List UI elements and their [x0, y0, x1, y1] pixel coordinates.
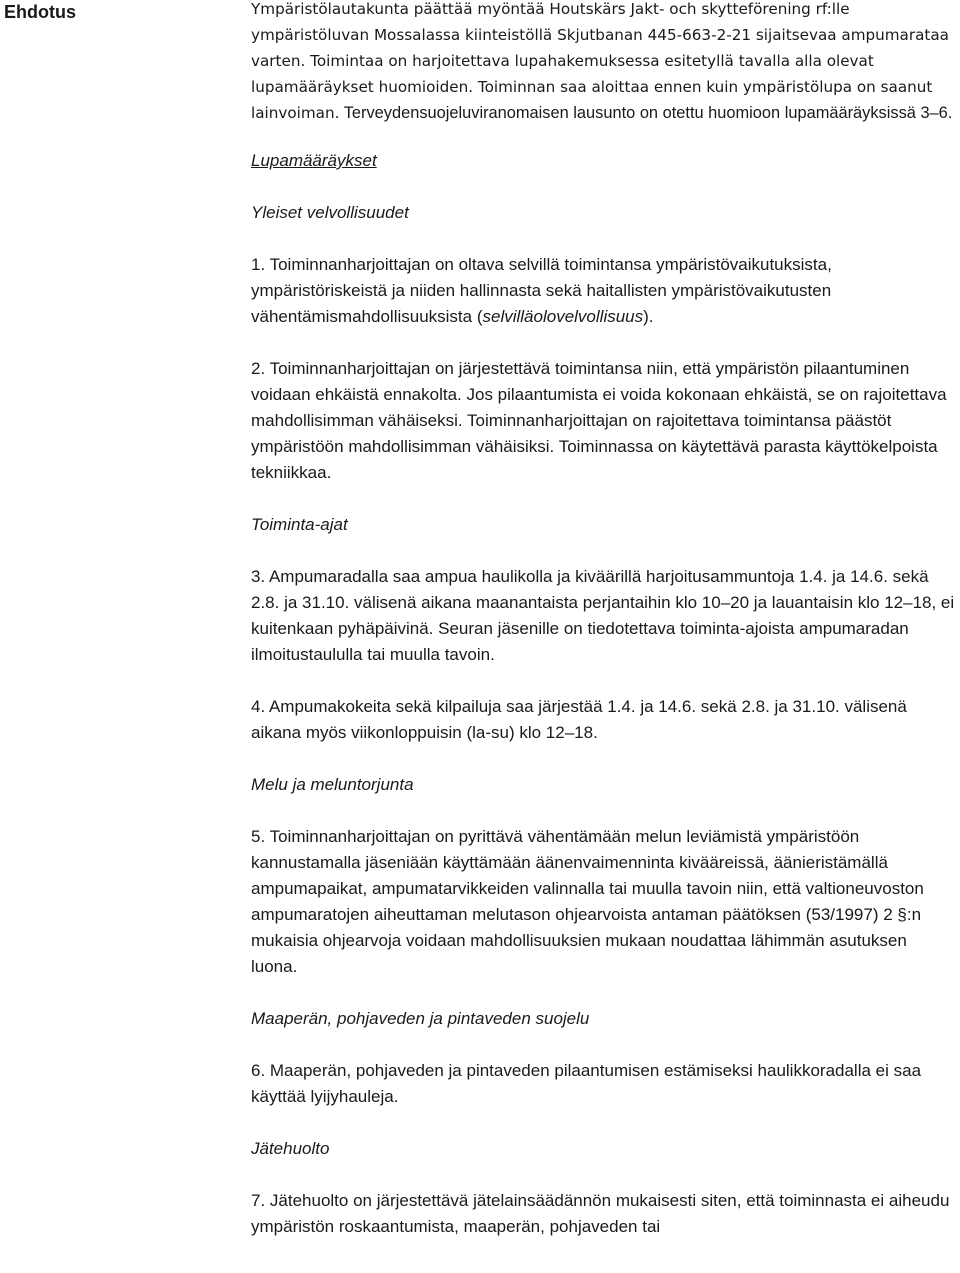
heading-lupamaaraykset: Lupamääräykset	[251, 151, 377, 170]
paragraph-7: 7. Jätehuolto on järjestettävä jätelainsäädännön mukaisesti siten, että toiminnasta ei aiheudu ympäristön roskaantumista, maaperän, pohjaveden tai	[251, 1191, 950, 1236]
heading-melu: Melu ja meluntorjunta	[251, 775, 414, 794]
paragraph-1-end: ).	[643, 307, 654, 326]
paragraph-3: 3. Ampumaradalla saa ampua haulikolla ja kiväärillä harjoitusammuntoja 1.4. ja 14.6. sekä 2.8. ja 31.10. välisenä aikana maanantaista perjantaihin klo 10–20 ja lauantaisin klo 12–18, ei kuitenkaan pyhäpäivinä. Seuran jäsenille on tiedotettava toiminta-ajoista ampumaradan ilmoitustaululla tai muulla tavoin.	[251, 567, 955, 664]
paragraph-1-text: 1. Toiminnanharjoittajan on oltava selvillä toimintansa ympäristövaikutuksista, ympäristöriskeistä ja niiden hallinnasta sekä haitallisten ympäristövaikutusten vähentämismahdollisuuksista (	[251, 255, 832, 326]
heading-maaperan-suojelu: Maaperän, pohjaveden ja pintaveden suojelu	[251, 1009, 590, 1028]
paragraph-2: 2. Toiminnanharjoittajan on järjestettävä toimintansa niin, että ympäristön pilaantuminen voidaan ehkäistä ennakolta. Jos pilaantumista ei voida kokonaan ehkäistä, se on rajoitettava mahdollisimman vähäiseksi. Toiminnanharjoittajan on rajoitettava toimintansa päästöt ympäristöön mahdollisimman vähäisiksi. Toiminnassa on käytettävä parasta käyttökelpoista tekniikkaa.	[251, 359, 947, 482]
heading-jatehuolto: Jätehuolto	[251, 1139, 330, 1158]
paragraph-5: 5. Toiminnanharjoittajan on pyrittävä vähentämään melun leviämistä ympäristöön kannustamalla jäseniään käyttämään äänenvaimenninta kivääreissä, äänieristämällä ampumapaikat, ampumatarvikkeiden valinnalla tai muulla tavoin niin, että valtioneuvoston ampumaratojen aiheuttaman melutason ohjearvoista antaman päätöksen (53/1997) 2 §:n mukaisia ohjearvoja voidaan mahdollisuuksien mukaan noudattaa lähimmän asutuksen luona.	[251, 827, 924, 976]
heading-yleiset-velvollisuudet: Yleiset velvollisuudet	[251, 203, 409, 222]
section-label: Ehdotus	[4, 2, 76, 22]
paragraph-1	[251, 252, 957, 330]
intro-text-statement: Terveydensuojeluviranomaisen lausunto on otettu huomioon lupamääräyksissä 3–6.	[339, 104, 953, 122]
paragraph-6: 6. Maaperän, pohjaveden ja pintaveden pilaantumisen estämiseksi haulikkoradalla ei saa käyttää lyijyhauleja.	[251, 1061, 922, 1106]
intro-paragraph	[251, 0, 957, 126]
intro-text: Ympäristölautakunta päättää myöntää Houtskärs Jakt- och skytteförening rf:lle ympäristöluvan Mossalassa kiinteistöllä Skjutbanan 445-663-2-21 sijaitsevaa ampumarataa varten. Toimintaa on harjoitettava lupahakemuksessa esitetyllä tavalla alla olevat lupamääräykset huomioiden. Toiminnan saa aloittaa ennen kuin ympäristölupa on saanut lainvoiman.	[251, 0, 949, 122]
paragraph-4: 4. Ampumakokeita sekä kilpailuja saa järjestää 1.4. ja 14.6. sekä 2.8. ja 31.10. välisenä aikana myös viikonloppuisin (la-su) klo 12–18.	[251, 697, 907, 742]
document-body	[251, 0, 957, 1240]
paragraph-1-italic-term: selvilläolovelvollisuus	[482, 307, 644, 326]
heading-toiminta-ajat: Toiminta-ajat	[251, 515, 348, 534]
